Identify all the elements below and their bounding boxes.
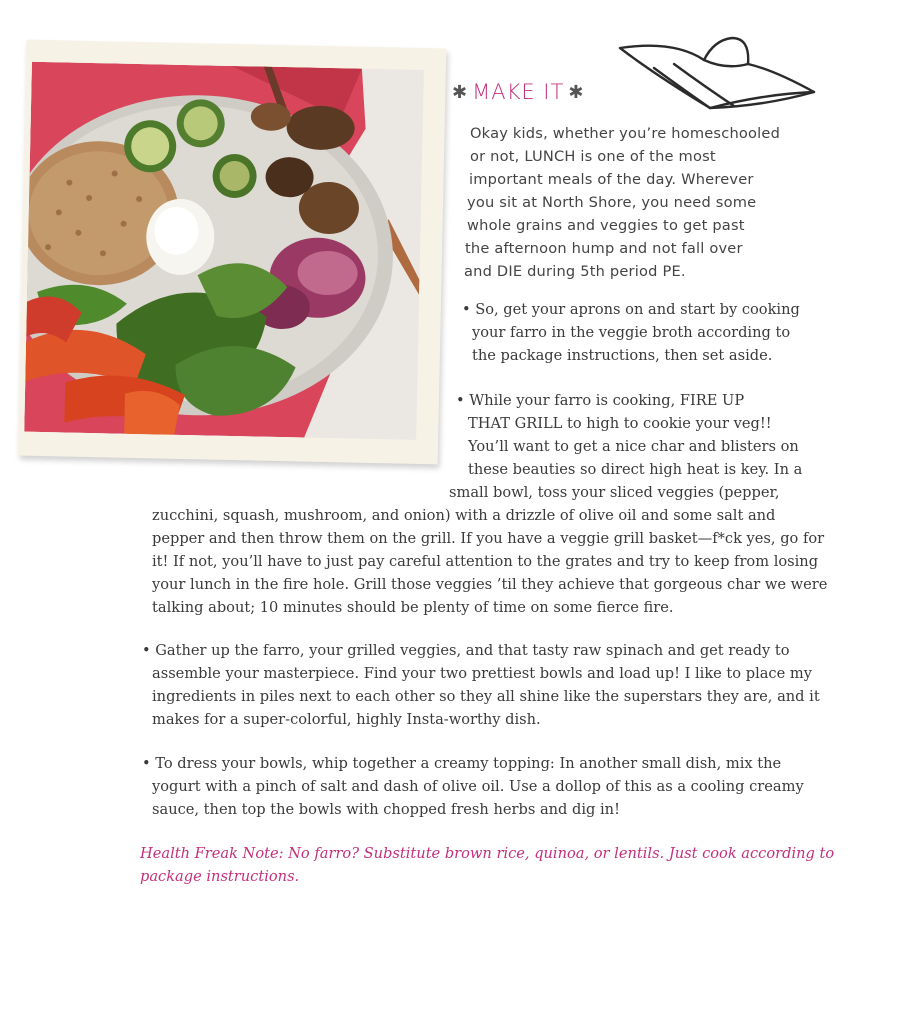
step-1 [462,298,800,367]
step-3 [142,639,820,731]
step-line: • So, get your aprons on and start by cooking [462,301,800,318]
step-line: these beauties so direct high heat is key. In a [468,461,803,478]
step-line: talking about; 10 minutes should be plenty of time on some fierce fire. [152,599,674,616]
intro-line: whole grains and veggies to get past [467,217,745,234]
step-line: THAT GRILL to high to cookie your veg!! [468,415,772,432]
step-line: the package instructions, then set aside. [472,347,773,364]
asterisk-icon: ✱ [568,81,585,103]
intro-paragraph [462,122,802,283]
intro-line: or not, LUNCH is one of the most [470,148,716,165]
step-line: sauce, then top the bowls with chopped fresh herbs and dig in! [152,801,620,818]
step-line: You’ll want to get a nice char and blisters on [468,438,799,455]
step-line: your lunch in the fire hole. Grill those veggies ’til they achieve that gorgeous char we were [152,576,828,593]
step-line: assemble your masterpiece. Find your two prettiest bowls and load up! I like to place my [152,665,812,682]
step-line: ingredients in piles next to each other so they all shine like the superstars they are, and it [152,688,820,705]
step-line: makes for a super-colorful, highly Insta-worthy dish. [152,711,541,728]
step-line: it! If not, you’ll have to just pay careful attention to the grates and try to keep from losing [152,553,819,570]
step-line: yogurt with a pinch of salt and dash of olive oil. Use a dollop of this as a cooling creamy [152,778,804,795]
step-line: • To dress your bowls, whip together a creamy topping: In another small dish, mix the [142,755,782,772]
step-2 [152,389,827,619]
note-line: Health Freak Note: No farro? Substitute brown rice, quinoa, or lentils. Just cook according to [140,845,835,862]
note-line: package instructions. [140,868,300,885]
health-freak-note [140,842,835,888]
step-line: your farro in the veggie broth according to [472,324,791,341]
step-line: pepper and then throw them on the grill. If you have a veggie grill basket—f*ck yes, go for [152,530,825,547]
recipe-photo [24,62,424,440]
step-line: • While your farro is cooking, FIRE UP [456,392,745,409]
intro-line: you sit at North Shore, you need some [467,194,757,211]
step-4 [142,752,804,821]
intro-line: important meals of the day. Wherever [469,171,754,188]
intro-line: Okay kids, whether you’re homeschooled [470,125,781,142]
hat-doodle-icon [614,30,824,114]
step-line: • Gather up the farro, your grilled veggies, and that tasty raw spinach and get ready to [142,642,790,659]
step-line: small bowl, toss your sliced veggies (pepper, [449,484,780,501]
step-line: zucchini, squash, mushroom, and onion) with a drizzle of olive oil and some salt and [152,507,776,524]
intro-line: the afternoon hump and not fall over [465,240,743,257]
asterisk-icon: ✱ [452,81,469,103]
intro-line: and DIE during 5th period PE. [464,263,686,280]
heading-text: MAKE IT [472,80,565,104]
section-heading [452,80,584,104]
